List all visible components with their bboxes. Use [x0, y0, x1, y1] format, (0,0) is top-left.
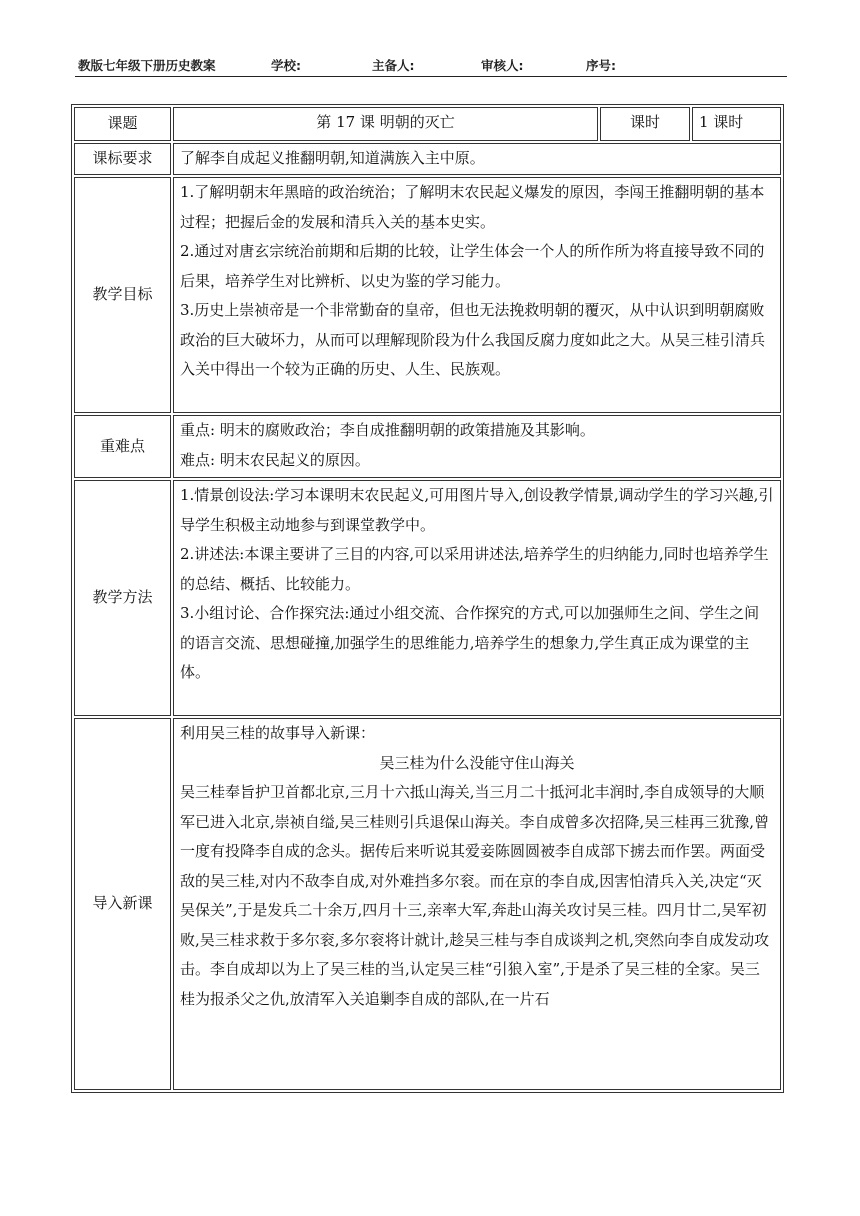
row-goals — [74, 177, 781, 413]
intro-content — [173, 718, 781, 1090]
topic-label: 课题 — [74, 107, 171, 141]
intro-lead: 利用吴三桂的故事导入新课： — [180, 724, 376, 742]
goal-item: 3.历史上崇祯帝是一个非常勤奋的皇帝，但也无法挽救明朝的覆灭，从中认识到明朝腐败政治的巨大破坏力，从而可以理解现阶段为什么我国反腐力度如此之大。从吴三桂引清兵入关中得出一个较为正确的历史、人生、民族观。 — [180, 301, 766, 378]
row-standard — [74, 143, 781, 175]
intro-story-title: 吴三桂为什么没能守住山海关 — [379, 753, 575, 772]
row-intro — [74, 718, 781, 1090]
goal-item: 2.通过对唐玄宗统治前期和后期的比较，让学生体会一个人的所作所为将直接导致不同的后果，培养学生对比辨析、以史为鉴的学习能力。 — [180, 242, 765, 290]
method-item: 1.情景创设法:学习本课明末农民起义,可用图片导入,创设教学情景,调动学生的学习兴趣,引导学生积极主动地参与到课堂教学中。 — [180, 486, 774, 534]
goal-item: 1.了解明朝末年黑暗的政治统治；了解明末农民起义爆发的原因，李闯王推翻明朝的基本过程；把握后金的发展和清兵入关的基本史实。 — [180, 183, 765, 231]
topic-value: 第 17 课 明朝的灭亡 — [173, 107, 598, 141]
standard-value: 了解李自成起义推翻明朝,知道满族入主中原。 — [173, 143, 781, 175]
row-topic — [74, 107, 781, 141]
page-header — [75, 56, 787, 77]
method-item: 2.讲述法:本课主要讲了三目的内容,可以采用讲述法,培养学生的归纳能力,同时也培养学生的总结、概括、比较能力。 — [180, 545, 769, 593]
row-methods — [74, 480, 781, 716]
reviewer-label: 审核人: — [481, 58, 524, 73]
method-item: 3.小组讨论、合作探究法:通过小组交流、合作探究的方式,可以加强师生之间、学生之间的语言交流、思想碰撞,加强学生的思维能力,培养学生的想象力,学生真正成为课堂的主体。 — [180, 604, 760, 681]
period-label: 课时 — [600, 107, 690, 141]
period-value: 1 课时 — [692, 107, 781, 141]
serial-label: 序号: — [586, 58, 616, 73]
methods-content — [173, 480, 781, 716]
row-key-points — [74, 415, 781, 478]
key-points-content — [173, 415, 781, 478]
school-label: 学校: — [271, 58, 301, 73]
document-name: 教版七年级下册历史教案 — [78, 58, 216, 73]
key-point-item: 重点: 明末的腐败政治；李自成推翻明朝的政策措施及其影响。 — [180, 421, 595, 439]
key-point-item: 难点: 明末农民起义的原因。 — [180, 450, 370, 469]
goals-label: 教学目标 — [74, 177, 171, 413]
lesson-plan-table — [71, 104, 784, 1093]
methods-label: 教学方法 — [74, 480, 171, 716]
key-points-label: 重难点 — [74, 415, 171, 478]
intro-story: 吴三桂奉旨护卫首都北京,三月十六抵山海关,当三月二十抵河北丰润时,李自成领导的大顺军已进入北京,崇祯自缢,吴三桂则引兵退保山海关。李自成曾多次招降,吴三桂再三犹豫,曾一度有投降李自成的念头。据传后来听说其爱妾陈圆圆被李自成部下掳去而作罢。两面受敌的吴三桂,对内不敌李自成,对外难挡多尔衮。而在京的李自成,因害怕清兵入关,决定“灭吴保关”,于是发兵二十余万,四月十三,亲率大军,奔赴山海关攻讨吴三桂。四月廿二,吴军初败,吴三桂求救于多尔衮,多尔衮将计就计,趁吴三桂与李自成谈判之机,突然向李自成发动攻击。李自成却以为上了吴三桂的当,认定吴三桂“引狼入室”,于是杀了吴三桂的全家。吴三桂为报杀父之仇,放清军入关追剿李自成的部队,在一片石 — [180, 783, 770, 1008]
intro-label: 导入新课 — [74, 718, 171, 1090]
preparer-label: 主备人: — [372, 58, 415, 73]
standard-label: 课标要求 — [74, 143, 171, 175]
goals-content — [173, 177, 781, 413]
